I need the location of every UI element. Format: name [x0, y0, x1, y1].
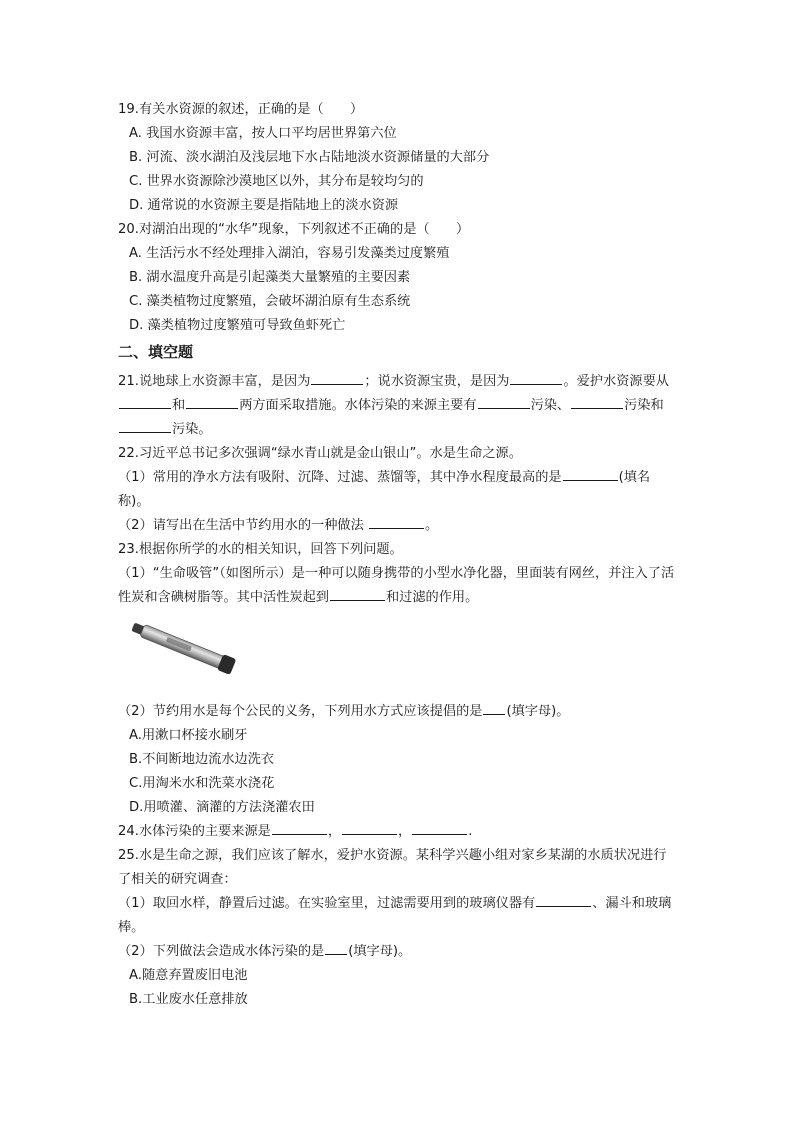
answer-blank[interactable] — [536, 892, 591, 907]
question-23-sub-2-text: （2）节约用水是每个公民的义务，下列用水方式应该提倡的是 — [118, 704, 483, 719]
answer-blank[interactable] — [563, 466, 618, 481]
question-25-sub-2 — [118, 940, 678, 964]
section-heading-fill-in: 二、填空题 — [118, 343, 194, 361]
question-22-sub-1-suffix: (填名称)。 — [118, 470, 651, 509]
question-23-sub-2 — [118, 700, 678, 724]
question-23 — [118, 538, 678, 820]
question-23-sub-1-suffix: 和过滤的作用。 — [386, 590, 479, 605]
question-24-text: 24.水体污染的主要来源是 — [118, 824, 271, 839]
answer-blank[interactable] — [119, 418, 171, 433]
question-25-sub-1-suffix: 、漏斗和玻璃棒。 — [118, 896, 672, 935]
question-25-sub-2-suffix: (填字母)。 — [348, 944, 412, 959]
answer-blank[interactable] — [330, 586, 385, 601]
question-21-text-5: 两方面采取措施。水体污染的来源主要有 — [239, 398, 477, 413]
question-21-text-3: 。爱护水资源要从 — [563, 374, 669, 389]
question-21-text-4: 和 — [172, 398, 186, 413]
answer-blank[interactable] — [119, 394, 171, 409]
answer-blank[interactable] — [342, 820, 397, 835]
question-19-option-d: D. 通常说的水资源主要是指陆地上的淡水资源 — [129, 198, 399, 213]
question-25-stem: 25.水是生命之源，我们应该了解水，爱护水资源。某科学兴趣小组对家乡某湖的水质状况进行了相关的研究调查： — [118, 848, 667, 887]
question-22 — [118, 442, 678, 538]
worksheet-page — [118, 98, 678, 1012]
question-25-sub-1-text: （1）取回水样，静置后过滤。在实验室里，过滤需要用到的玻璃仪器有 — [118, 896, 536, 911]
question-22-sub-2 — [118, 514, 678, 538]
answer-blank[interactable] — [311, 370, 363, 385]
answer-blank[interactable] — [478, 394, 530, 409]
question-23-option-c: C.用淘米水和洗菜水浇花 — [129, 776, 275, 791]
question-24-sep-1: ， — [327, 824, 342, 839]
question-20-stem: 20.对湖泊出现的“水华”现象，下列叙述不正确的是（ ） — [118, 222, 470, 237]
question-23-stem: 23.根据你所学的水的相关知识，回答下列问题。 — [118, 542, 403, 557]
answer-blank[interactable] — [369, 514, 424, 529]
question-25-sub-1 — [118, 892, 678, 940]
question-21-text-1: 21.说地球上水资源丰富，是因为 — [118, 374, 311, 389]
question-25-option-b: B.工业废水任意排放 — [129, 992, 248, 1007]
life-straw-image — [124, 614, 244, 686]
question-21-text-7: 污染和 — [624, 398, 664, 413]
question-23-sub-1-text: （1）“生命吸管”（如图所示）是一种可以随身携带的小型水净化器，里面装有网丝，并注入了活性炭和含碘树脂等。其中活性炭起到 — [118, 566, 675, 605]
question-25-sub-2-text: （2）下列做法会造成水体污染的是 — [118, 944, 325, 959]
question-25-option-a: A.随意弃置废旧电池 — [129, 968, 248, 983]
question-20-option-a: A. 生活污水不经处理排入湖泊，容易引发藻类过度繁殖 — [129, 246, 450, 261]
question-22-sub-1 — [118, 466, 678, 514]
life-straw-figure — [118, 614, 678, 698]
question-24 — [118, 820, 678, 844]
question-22-sub-2-suffix: 。 — [424, 518, 439, 533]
question-22-stem: 22.习近平总书记多次强调“绿水青山就是金山银山”。水是生命之源。 — [118, 446, 522, 461]
answer-blank[interactable] — [571, 394, 623, 409]
question-24-sep-2: ， — [398, 824, 412, 839]
question-22-sub-1-text: （1）常用的净水方法有吸附、沉降、过滤、蒸馏等，其中净水程度最高的是 — [118, 470, 562, 485]
question-19-option-b: B. 河流、淡水湖泊及浅层地下水占陆地淡水资源储量的大部分 — [129, 150, 490, 165]
question-20-option-c: C. 藻类植物过度繁殖，会破坏湖泊原有生态系统 — [129, 294, 411, 309]
question-21-text-8: 污染。 — [172, 422, 212, 437]
question-23-option-d: D.用喷灌、滴灌的方法浇灌农田 — [129, 800, 315, 815]
question-19-option-a: A. 我国水资源丰富，按人口平均居世界第六位 — [129, 126, 397, 141]
question-23-option-a: A.用漱口杯接水刷牙 — [129, 728, 248, 743]
question-21-text-6: 污染、 — [530, 398, 571, 413]
question-19 — [118, 98, 678, 218]
question-22-sub-2-text: （2）请写出在生活中节约用水的一种做法 — [118, 518, 368, 533]
answer-blank[interactable] — [186, 394, 238, 409]
question-21 — [118, 370, 678, 442]
question-24-end: . — [468, 824, 473, 839]
question-19-stem: 19.有关水资源的叙述，正确的是（ ） — [118, 102, 364, 117]
question-20-option-d: D. 藻类植物过度繁殖可导致鱼虾死亡 — [129, 318, 346, 333]
answer-blank[interactable] — [510, 370, 562, 385]
answer-blank[interactable] — [412, 820, 467, 835]
answer-blank[interactable] — [325, 940, 347, 955]
question-19-option-c: C. 世界水资源除沙漠地区以外，其分布是较均匀的 — [129, 174, 424, 189]
question-20-option-b: B. 湖水温度升高是引起藻类大量繁殖的主要因素 — [129, 270, 411, 285]
answer-blank[interactable] — [483, 700, 505, 715]
question-23-sub-1 — [118, 562, 678, 610]
question-21-text-2: ；说水资源宝贵，是因为 — [364, 374, 510, 389]
answer-blank[interactable] — [272, 820, 327, 835]
question-25 — [118, 844, 678, 1012]
question-20 — [118, 218, 678, 338]
question-23-sub-2-suffix: (填字母)。 — [506, 704, 570, 719]
question-23-option-b: B.不间断地边流水边洗衣 — [129, 752, 275, 767]
